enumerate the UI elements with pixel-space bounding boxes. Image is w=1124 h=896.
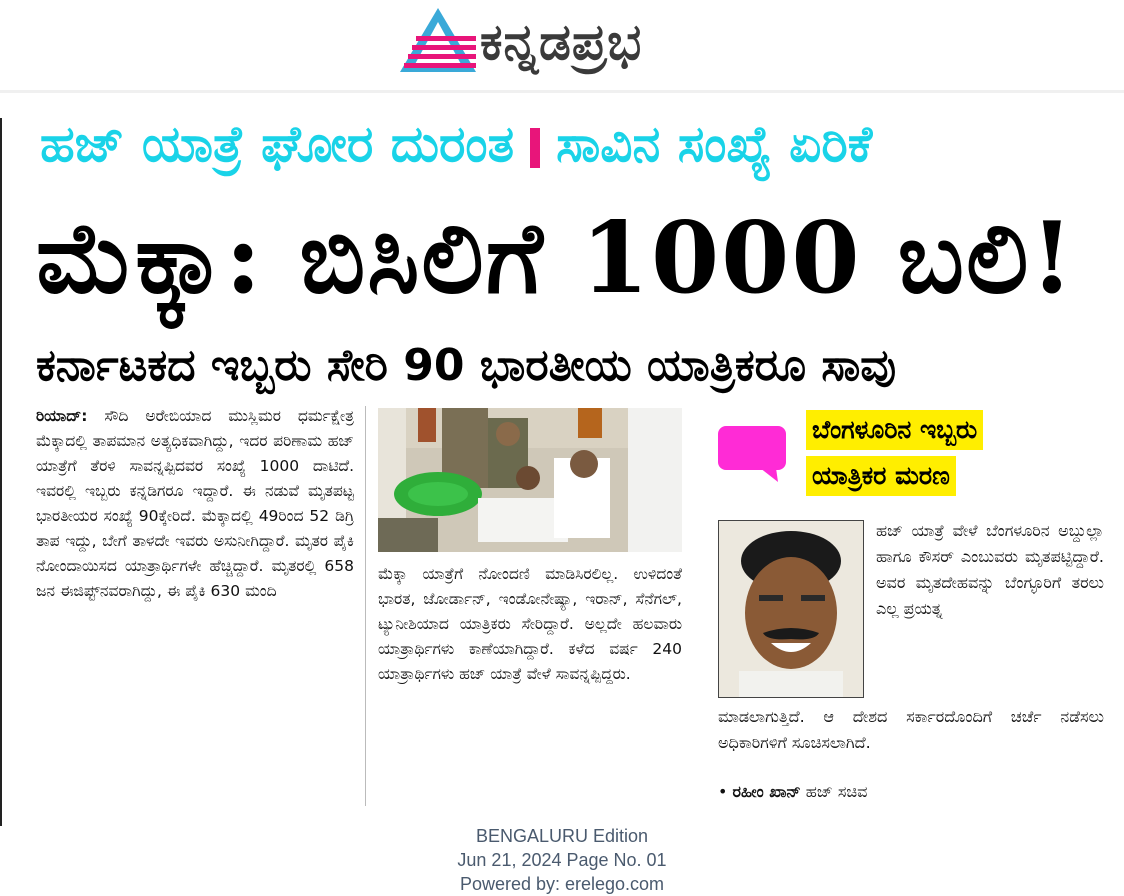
sidebar-heading bbox=[806, 410, 1106, 502]
sidebar-body-bottom: ಮಾಡಲಾಗುತ್ತಿದೆ. ಆ ದೇಶದ ಸರ್ಕಾರದೊಂದಿಗೆ ಚರ್ಚೆ ನಡೆಸಲು ಅಧಿಕಾರಿಗಳಿಗೆ ಸೂಚಿಸಲಾಗಿದೆ. bbox=[718, 707, 1104, 752]
dateline: ರಿಯಾದ್: bbox=[36, 407, 88, 425]
article-body-1: ಸೌದಿ ಅರೇಬಿಯಾದ ಮುಸ್ಲಿಮರ ಧರ್ಮಕ್ಷೇತ್ರ ಮೆಕ್ಕಾದಲ್ಲಿ ತಾಪಮಾನ ಅತ್ಯಧಿಕವಾಗಿದ್ದು, ಇದರ ಪರಿಣಾಮ ಹಜ್ ಯಾತ್ರೆಗೆ ತೆರಳಿ ಸಾವನ್ನಪ್ಪಿದವರ ಸಂಖ್ಯೆ 1000 ದಾಟಿದೆ. ಇವರಲ್ಲಿ ಇಬ್ಬರು ಕನ್ನಡಿಗರೂ ಇದ್ದಾರೆ. ಈ ನಡುವೆ ಮೃತಪಟ್ಟ ಭಾರತೀಯರ ಸಂಖ್ಯೆ 90ಕ್ಕೇರಿದೆ. ಮೆಕ್ಕಾದಲ್ಲಿ 49ರಿಂದ 52 ಡಿಗ್ರಿ ತಾಪ ಇದ್ದು, ಬೇಗೆ ತಾಳದೇ ಇವರು ಅಸುನೀಗಿದ್ದಾರೆ. ಮೃತರ ಪೈಕಿ ನೋಂದಾಯಿಸದ ಯಾತ್ರಾರ್ಥಿಗಳೇ ಹೆಚ್ಚಿದ್ದಾರೆ. ಮೃತರಲ್ಲಿ 658 ಜನ ಈಜಿಪ್ಟ್‌ನವರಾಗಿದ್ದು, ಈ ಪೈಕಿ 630 ಮಂದಿ bbox=[36, 407, 354, 600]
column-divider bbox=[365, 406, 366, 806]
logo-wordmark: ಕನ್ನಡಪ್ರಭ bbox=[480, 13, 643, 71]
footer-date-page: Jun 21, 2024 Page No. 01 bbox=[457, 850, 667, 870]
speech-bubble-icon bbox=[716, 424, 788, 484]
footer-edition: BENGALURU Edition bbox=[475, 826, 649, 846]
sidebar-heading-line-1: ಬೆಂಗಳೂರಿನ ಇಬ್ಬರು bbox=[806, 410, 983, 450]
kicker-separator bbox=[530, 128, 540, 168]
kicker-right: ಸಾವಿನ ಸಂಖ್ಯೆ ಏರಿಕೆ bbox=[556, 115, 873, 173]
page-footer bbox=[362, 824, 762, 896]
byline-role: ಹಜ್ ಸಚಿವ bbox=[800, 782, 868, 801]
byline-bullet: • bbox=[718, 782, 728, 801]
news-photo bbox=[378, 408, 682, 552]
sidebar-heading-line-2: ಯಾತ್ರಿಕರ ಮರಣ bbox=[806, 456, 956, 496]
logo-mark-icon bbox=[398, 6, 478, 74]
news-photo-image bbox=[378, 408, 682, 552]
kicker bbox=[40, 108, 1100, 180]
headline: ಮೆಕ್ಕಾ: ಬಿಸಿಲಿಗೆ 1000 ಬಲಿ! bbox=[36, 201, 1076, 316]
page-left-rule bbox=[0, 118, 2, 826]
subheadline: ಕರ್ನಾಟಕದ ಇಬ್ಬರು ಸೇರಿ 90 ಭಾರತೀಯ ಯಾತ್ರಿಕರೂ ಸಾವು bbox=[36, 340, 897, 391]
portrait-photo bbox=[718, 520, 864, 698]
masthead-divider bbox=[0, 90, 1124, 93]
byline bbox=[718, 778, 867, 806]
article-column-1 bbox=[36, 404, 354, 804]
footer-powered-by-link[interactable]: Powered by: erelego.com bbox=[459, 874, 665, 894]
byline-name: ರಹೀಂ ಖಾನ್ bbox=[732, 782, 801, 801]
masthead bbox=[0, 0, 1124, 92]
sidebar-body-top: ಹಜ್ ಯಾತ್ರೆ ವೇಳೆ ಬೆಂಗಳೂರಿನ ಅಬ್ದುಲ್ಲಾ ಹಾಗೂ ಕೌಸರ್ ಎಂಬುವರು ಮೃತಪಟ್ಟಿದ್ದಾರೆ. ಅವರ ಮೃತದೇಹವನ್ನು ಬೆಂಗ್ಳೂರಿಗೆ ತರಲು ಎಲ್ಲ ಪ್ರಯತ್ನ bbox=[876, 521, 1104, 618]
kicker-left: ಹಜ್ ಯಾತ್ರೆ ಘೋರ ದುರಂತ bbox=[40, 115, 515, 173]
article-column-2: ಮೆಕ್ಕಾ ಯಾತ್ರೆಗೆ ನೋಂದಣಿ ಮಾಡಿಸಿರಲಿಲ್ಲ. ಉಳಿದಂತೆ ಭಾರತ, ಜೋರ್ಡಾನ್, ಇಂಡೋನೇಷ್ಯಾ, ಇರಾನ್, ಸೆನೆಗಲ್, ಟ್ಯುನೀಶಿಯಾದ ಯಾತ್ರಿಕರು ಸೇರಿದ್ದಾರೆ. ಅಲ್ಲದೇ ಹಲವಾರು ಯಾತ್ರಾರ್ಥಿಗಳು ಕಾಣೆಯಾಗಿದ್ದಾರೆ. ಕಳೆದ ವರ್ಷ 240 ಯಾತ್ರಾರ್ಥಿಗಳು ಹಜ್ ಯಾತ್ರೆ ವೇಳೆ ಸಾವನ್ನಪ್ಪಿದ್ದರು. bbox=[378, 565, 682, 683]
portrait-image bbox=[719, 521, 863, 697]
